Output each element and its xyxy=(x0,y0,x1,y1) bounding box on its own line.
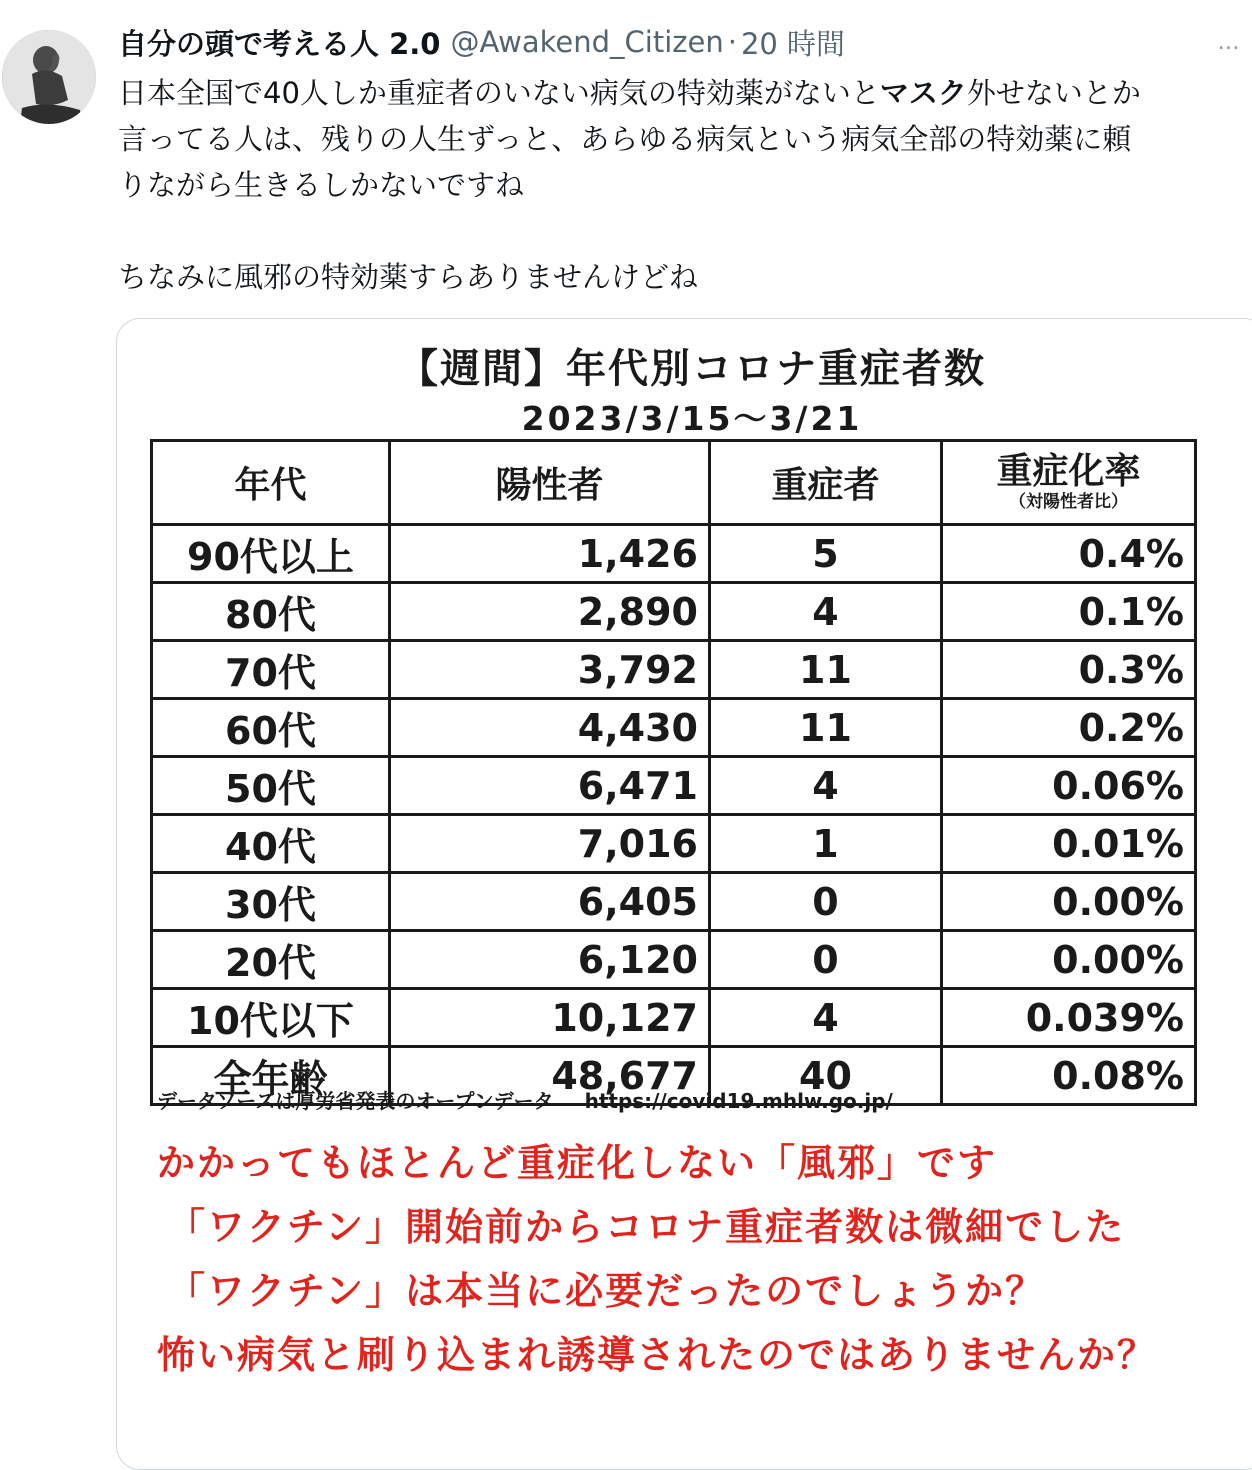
header-rate: 重症化率 （対陽性者比） xyxy=(942,441,1196,525)
source-url: https://covid19.mhlw.go.jp/ xyxy=(584,1089,893,1113)
attached-image[interactable] xyxy=(116,318,1252,1470)
cell-rate: 0.01% xyxy=(942,815,1196,873)
more-options-icon[interactable]: … xyxy=(1217,29,1241,55)
cell-age: 全年齢 xyxy=(152,1047,390,1105)
thinker-statue-icon xyxy=(2,30,96,124)
cell-severe: 4 xyxy=(710,583,942,641)
cell-positive: 6,120 xyxy=(390,931,710,989)
table-row xyxy=(152,641,1196,699)
table-row xyxy=(152,989,1196,1047)
cell-severe: 0 xyxy=(710,873,942,931)
avatar[interactable] xyxy=(2,30,96,124)
source-label: データソースは厚労省発表のオープンデータ xyxy=(157,1089,554,1113)
severe-cases-table xyxy=(150,439,1197,1106)
table-row xyxy=(152,757,1196,815)
cell-age: 10代以下 xyxy=(152,989,390,1047)
cell-severe: 40 xyxy=(710,1047,942,1105)
cell-age: 80代 xyxy=(152,583,390,641)
table-row xyxy=(152,583,1196,641)
cell-rate: 0.4% xyxy=(942,525,1196,583)
table-row xyxy=(152,931,1196,989)
header-severe: 重症者 xyxy=(710,441,942,525)
cell-severe: 4 xyxy=(710,989,942,1047)
bold-keyword: マスク xyxy=(879,76,967,110)
tweet-line-1: 日本全国で40人しか重症者のいない病気の特効薬がないとマスク外せないとか xyxy=(118,76,1141,110)
display-name[interactable]: 自分の頭で考える人 2.0 xyxy=(118,26,441,61)
cell-positive: 7,016 xyxy=(390,815,710,873)
cell-rate: 0.00% xyxy=(942,931,1196,989)
red-line-3: 「ワクチン」は本当に必要だったのでしょうか？ xyxy=(167,1269,1046,1313)
table-row xyxy=(152,873,1196,931)
cell-severe: 1 xyxy=(710,815,942,873)
cell-positive: 3,792 xyxy=(390,641,710,699)
cell-positive: 4,430 xyxy=(390,699,710,757)
cell-rate: 0.06% xyxy=(942,757,1196,815)
table-row xyxy=(152,525,1196,583)
cell-positive: 6,405 xyxy=(390,873,710,931)
cell-severe: 0 xyxy=(710,931,942,989)
cell-rate: 0.00% xyxy=(942,873,1196,931)
header-rate-sub: （対陽性者比） xyxy=(1009,492,1128,513)
cell-severe: 4 xyxy=(710,757,942,815)
cell-severe: 11 xyxy=(710,699,942,757)
tweet-text xyxy=(118,70,1246,300)
image-date-range: 2023/3/15～3/21 xyxy=(521,399,863,438)
data-source-note xyxy=(157,1085,893,1114)
cell-age: 20代 xyxy=(152,931,390,989)
tweet-line-3: りながら生きるしかないですね xyxy=(118,168,525,202)
cell-age: 30代 xyxy=(152,873,390,931)
tweet-line-4: ちなみに風邪の特効薬すらありませんけどね xyxy=(118,260,699,294)
cell-age: 70代 xyxy=(152,641,390,699)
tweet-line-2: 言ってる人は、残りの人生ずっと、あらゆる病気という病気全部の特効薬に頼 xyxy=(118,122,1132,156)
tweet-header xyxy=(118,22,845,62)
cell-positive: 1,426 xyxy=(390,525,710,583)
cell-positive: 10,127 xyxy=(390,989,710,1047)
cell-positive: 6,471 xyxy=(390,757,710,815)
image-title: 【週間】年代別コロナ重症者数 xyxy=(398,346,986,392)
red-line-1: かかってもほとんど重症化しない「風邪」です xyxy=(157,1141,998,1185)
cell-rate: 0.039% xyxy=(942,989,1196,1047)
cell-positive: 48,677 xyxy=(390,1047,710,1105)
red-commentary xyxy=(157,1131,1252,1387)
red-line-2: 「ワクチン」開始前からコロナ重症者数は微細でした xyxy=(167,1205,1126,1249)
cell-age: 40代 xyxy=(152,815,390,873)
cell-positive: 2,890 xyxy=(390,583,710,641)
header-positive: 陽性者 xyxy=(390,441,710,525)
table-header-row xyxy=(152,441,1196,525)
separator-dot: · xyxy=(727,25,737,59)
table-row xyxy=(152,815,1196,873)
cell-rate: 0.1% xyxy=(942,583,1196,641)
cell-age: 90代以上 xyxy=(152,525,390,583)
table-row xyxy=(152,699,1196,757)
cell-rate: 0.2% xyxy=(942,699,1196,757)
cell-severe: 5 xyxy=(710,525,942,583)
cell-severe: 11 xyxy=(710,641,942,699)
cell-age: 60代 xyxy=(152,699,390,757)
cell-rate: 0.08% xyxy=(942,1047,1196,1105)
timestamp[interactable]: 20 時間 xyxy=(740,26,846,61)
header-age: 年代 xyxy=(152,441,390,525)
user-handle[interactable]: @Awakend_Citizen xyxy=(450,25,724,59)
cell-rate: 0.3% xyxy=(942,641,1196,699)
red-line-4: 怖い病気と刷り込まれ誘導されたのではありませんか？ xyxy=(157,1333,1158,1377)
cell-age: 50代 xyxy=(152,757,390,815)
